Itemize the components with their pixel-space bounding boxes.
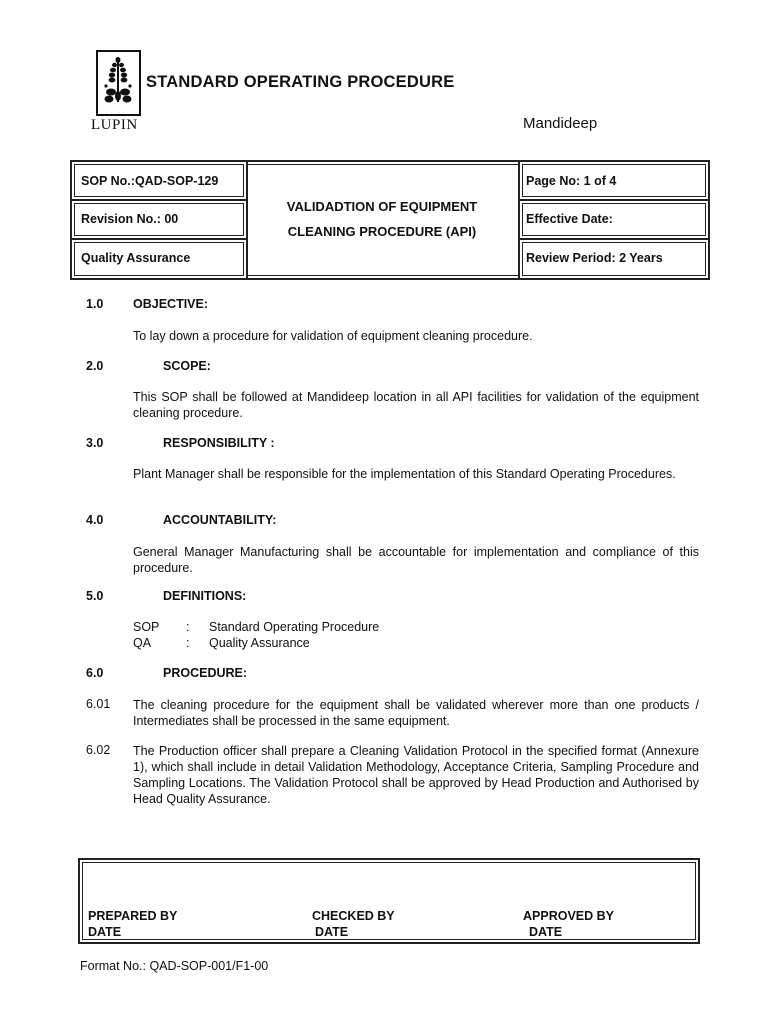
- definition-meaning: Standard Operating Procedure: [209, 620, 380, 634]
- prepared-date-label: DATE: [88, 925, 122, 939]
- department: Quality Assurance: [81, 251, 191, 265]
- lupin-flower-icon: [98, 52, 139, 114]
- format-number: Format No.: QAD-SOP-001/F1-00: [80, 959, 269, 973]
- definition-separator: :: [186, 620, 190, 634]
- section-number: 5.0: [86, 589, 104, 603]
- logo-wordmark: LUPIN: [91, 117, 138, 133]
- title-cell: [246, 160, 520, 280]
- signature-box: [78, 858, 700, 944]
- definition-term: SOP: [133, 620, 160, 634]
- effective-date: Effective Date:: [526, 212, 613, 226]
- checked-by-label: CHECKED BY: [312, 909, 395, 923]
- section-number: 6.0: [86, 666, 104, 680]
- section-heading-definitions: DEFINITIONS:: [163, 589, 247, 603]
- clause-6-02-text: The Production officer shall prepare a Cleaning Validation Protocol in the specified format (Annexure 1), which shall include in detail Validation Methodology, Acceptance Criteria, Sampling Procedure and Sampling Locations. The Validation Protocol shall be approved by Head Production and Authorised by Head Quality Assurance.: [133, 744, 699, 806]
- section-number: 4.0: [86, 513, 104, 527]
- sop-number: SOP No.:QAD-SOP-129: [81, 174, 219, 188]
- section-heading-responsibility: RESPONSIBILITY :: [163, 436, 275, 450]
- approved-date-label: DATE: [529, 925, 563, 939]
- responsibility-text: Plant Manager shall be responsible for the implementation of this Standard Operating Procedures.: [133, 467, 676, 481]
- section-heading-procedure: PROCEDURE:: [163, 666, 248, 680]
- review-period: Review Period: 2 Years: [526, 251, 663, 265]
- section-number: 1.0: [86, 297, 104, 311]
- lupin-logo-emblem: [96, 50, 141, 116]
- clause-6-01-text: The cleaning procedure for the equipment shall be validated wherever more than one products / Intermediates shall be processed in the same equipment.: [133, 698, 699, 728]
- section-heading-scope: SCOPE:: [163, 359, 211, 373]
- clause-number: 6.01: [86, 697, 111, 711]
- objective-text: To lay down a procedure for validation of equipment cleaning procedure.: [133, 329, 533, 343]
- prepared-by-label: PREPARED BY: [88, 909, 178, 923]
- approved-by-label: APPROVED BY: [523, 909, 614, 923]
- checked-date-label: DATE: [315, 925, 349, 939]
- definition-separator: :: [186, 636, 190, 650]
- clause-number: 6.02: [86, 743, 111, 757]
- document-title-line-1: VALIDADTION OF EQUIPMENT: [286, 199, 478, 214]
- section-number: 3.0: [86, 436, 104, 450]
- page-number: Page No: 1 of 4: [526, 174, 617, 188]
- accountability-text: General Manager Manufacturing shall be accountable for implementation and compliance of this procedure.: [133, 545, 699, 575]
- page-title: STANDARD OPERATING PROCEDURE: [146, 73, 455, 91]
- document-title-line-2: CLEANING PROCEDURE (API): [287, 224, 477, 239]
- site-name: Mandideep: [523, 115, 598, 132]
- section-heading-objective: OBJECTIVE:: [133, 297, 209, 311]
- definition-meaning: Quality Assurance: [209, 636, 310, 650]
- scope-text: This SOP shall be followed at Mandideep location in all API facilities for validation of the equipment cleaning procedure.: [133, 390, 699, 420]
- section-heading-accountability: ACCOUNTABILITY:: [163, 513, 277, 527]
- definition-term: QA: [133, 636, 152, 650]
- section-number: 2.0: [86, 359, 104, 373]
- revision-number: Revision No.: 00: [81, 212, 179, 226]
